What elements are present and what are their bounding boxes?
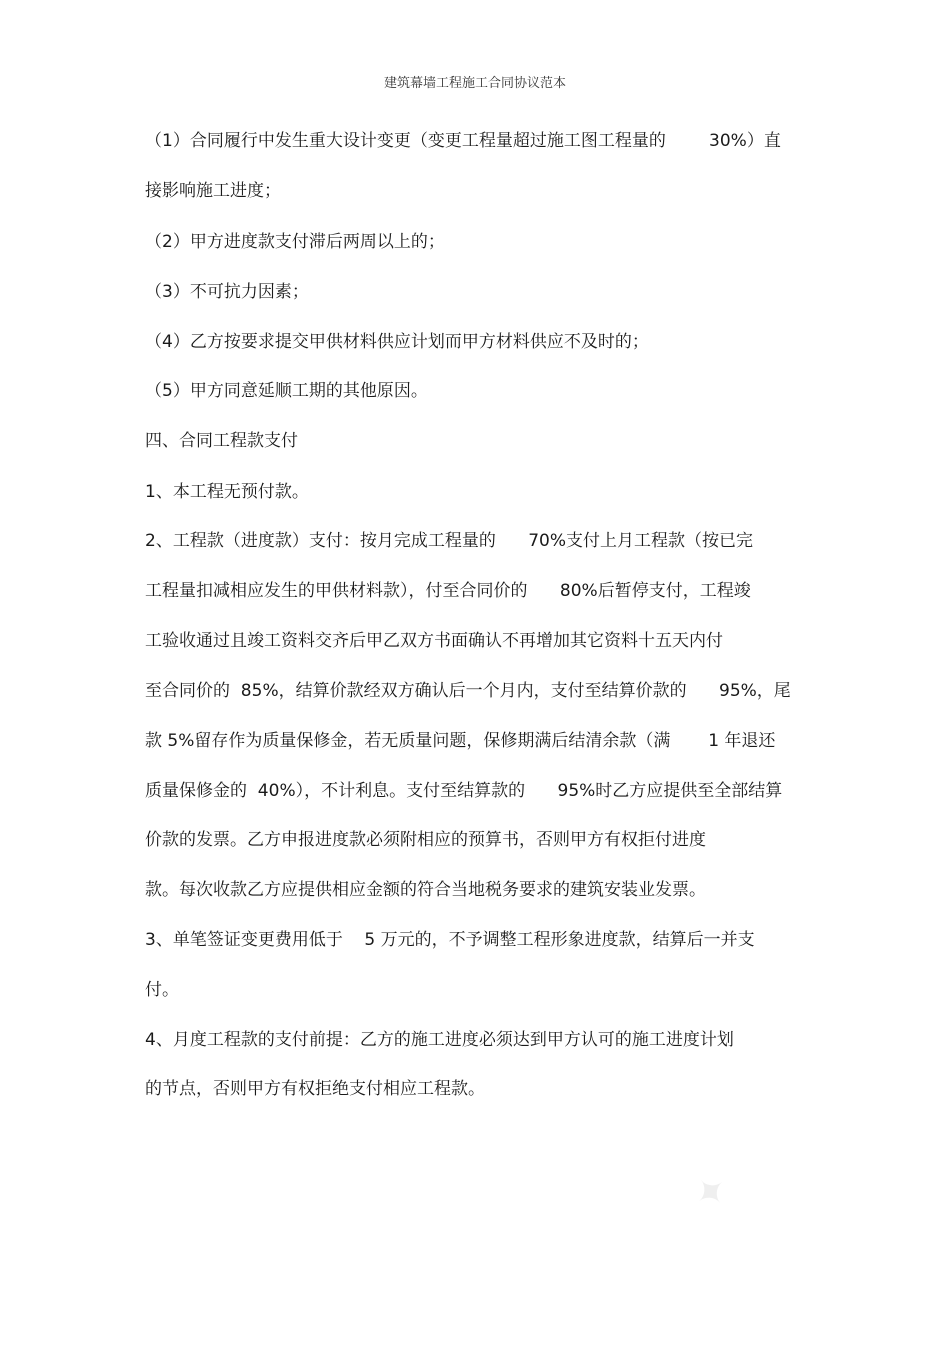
paragraph-line: （5）甲方同意延顺工期的其他原因。 — [145, 381, 428, 401]
paragraph-line: 的节点，否则甲方有权拒绝支付相应工程款。 — [145, 1079, 485, 1099]
paragraph-line: （4）乙方按要求提交甲供材料供应计划而甲方材料供应不及时的； — [145, 332, 649, 352]
page-header-title: 建筑幕墙工程施工合同协议范本 — [383, 76, 566, 91]
paragraph-line: （2）甲方进度款支付滞后两周以上的； — [145, 232, 445, 252]
paragraph-line: 款 5%留存作为质量保修金，若无质量问题，保修期满后结清余款（满 1 年退还 — [145, 731, 776, 751]
paragraph-line: 3、单笔签证变更费用低于 5 万元的，不予调整工程形象进度款，结算后一并支 — [145, 930, 755, 950]
paragraph-line: 至合同价的 85%，结算价款经双方确认后一个月内，支付至结算价款的 95%，尾 — [145, 681, 791, 701]
paragraph-line: 款。每次收款乙方应提供相应金额的符合当地税务要求的建筑安装业发票。 — [145, 880, 706, 900]
paragraph-line: 4、月度工程款的支付前提：乙方的施工进度必须达到甲方认可的施工进度计划 — [145, 1030, 734, 1050]
paragraph-line: 质量保修金的 40%），不计利息。支付至结算款的 95%时乙方应提供至全部结算 — [145, 781, 783, 801]
paragraph-line: 1、本工程无预付款。 — [145, 482, 309, 502]
paragraph-line: 价款的发票。乙方申报进度款必须附相应的预算书，否则甲方有权拒付进度 — [145, 830, 706, 850]
faint-watermark: ✦ — [683, 1164, 740, 1222]
paragraph-line: （1）合同履行中发生重大设计变更（变更工程量超过施工图工程量的 30%）直 — [145, 131, 781, 151]
paragraph-line: 接影响施工进度； — [145, 181, 281, 201]
paragraph-line: 工程量扣减相应发生的甲供材料款），付至合同价的 80%后暂停支付，工程竣 — [145, 581, 751, 601]
paragraph-line: 付。 — [145, 980, 179, 1000]
section-heading: 四、合同工程款支付 — [145, 431, 298, 451]
paragraph-line: （3）不可抗力因素； — [145, 282, 309, 302]
paragraph-line: 工验收通过且竣工资料交齐后甲乙双方书面确认不再增加其它资料十五天内付 — [145, 631, 723, 651]
paragraph-line: 2、工程款（进度款）支付：按月完成工程量的 70%支付上月工程款（按已完 — [145, 531, 754, 551]
